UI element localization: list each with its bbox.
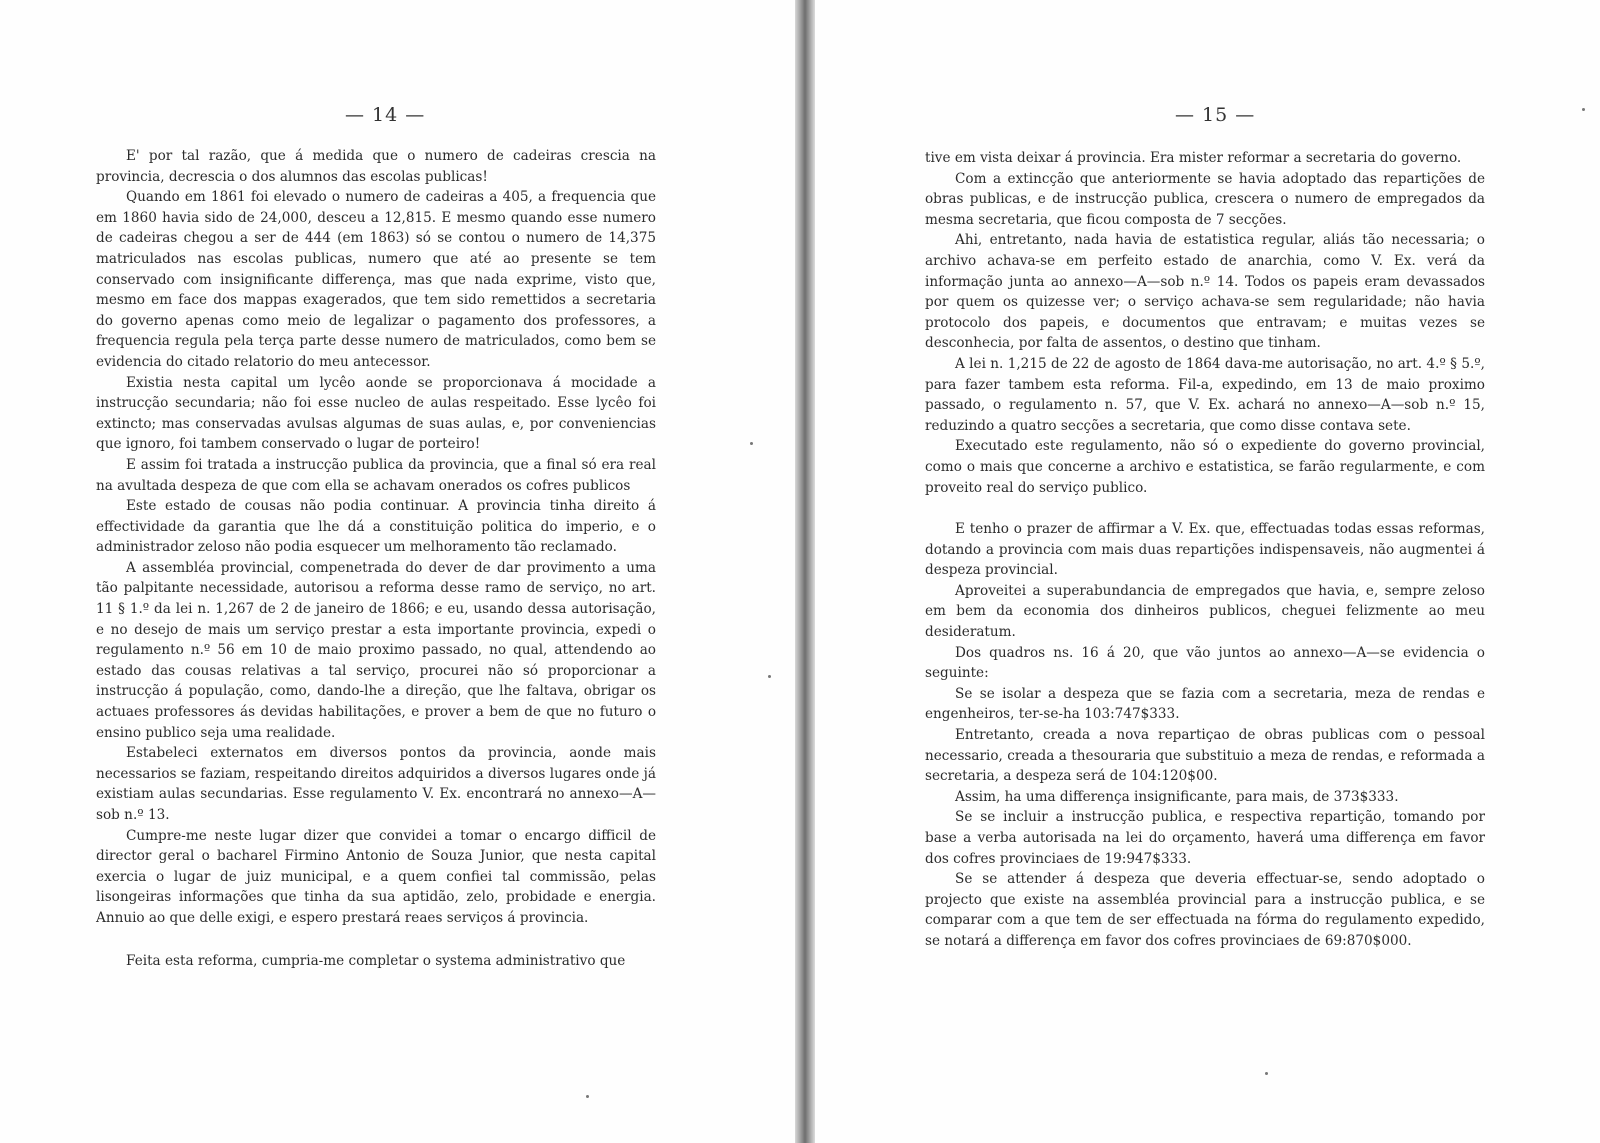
book-gutter xyxy=(795,0,815,1143)
paragraph: Se se isolar a despeza que se fazia com a secretaria, meza de rendas e engenheiros, ter-se-ha 103:747$333. xyxy=(925,685,1485,723)
paragraph: Se se incluir a instrucção publica, e respectiva repartição, tomando por base a verba autorisada na lei do orçamento, haverá uma differença em favor dos cofres provinciaes de 19:947$333. xyxy=(925,809,1485,867)
paragraph: A lei n. 1,215 de 22 de agosto de 1864 dava-me autorisação, no art. 4.º § 5.º, para fazer tambem esta reforma. Fil-a, expedindo, em 13 de maio proximo passado, o regulamento n. 57, que V. Ex. achará no annexo—A—sob n.º 15, reduzindo a quatro secções a secretaria, que como disse contava sete. xyxy=(925,355,1485,434)
paragraph: Feita esta reforma, cumpria-me completar o systema administrativo que xyxy=(126,952,626,969)
right-page xyxy=(815,0,1600,1143)
paragraph: E tenho o prazer de affirmar a V. Ex. que, effectuadas todas essas reformas, dotando a provincia com mais duas repartições indispensaveis, não augmentei á despeza provincial. xyxy=(925,521,1485,579)
paragraph: Este estado de cousas não podia continuar. A provincia tinha direito á effectividade da garantia que lhe dá a constituição politica do imperio, e o administrador zeloso não podia esquecer um melhoramento tão reclamado. xyxy=(96,498,656,556)
paragraph: Quando em 1861 foi elevado o numero de cadeiras a 405, a frequencia que em 1860 havia sido de 24,000, desceu a 12,815. E mesmo quando esse numero de cadeiras chegou a ser de 444 (em 1863) só se contou o numero de 14,375 matriculados nas escolas publicas, numero que até ao presente se tem conservado com insignificante differença, mas que nada exprime, visto que, mesmo em face dos mappas exagerados, que tem sido remettidos a secretaria do governo apenas como meio de legalizar o pagamento dos professores, a frequencia regula pela terça parte desse numero de matriculados, como bem se evidencia do citado relatorio do meu antecessor. xyxy=(96,189,656,370)
paragraph: E' por tal razão, que á medida que o numero de cadeiras crescia na provincia, decrescia o dos alumnos das escolas publicas! xyxy=(96,148,656,185)
page-body xyxy=(96,146,656,971)
paragraph: E assim foi tratada a instrucção publica da provincia, que a final só era real na avultada despeza de que com ella se achavam onerados os cofres publicos xyxy=(96,456,656,494)
scan-speck xyxy=(750,442,753,445)
paragraph: tive em vista deixar á provincia. Era mister reformar a secretaria do governo. xyxy=(925,150,1462,166)
paragraph: Ahi, entretanto, nada havia de estatistica regular, aliás tão necessaria; o archivo achava-se em perfeito estado de anarchia, como V. Ex. verá da informação junta ao annexo—A—sob n.º 14. Todos os papeis eram devassados por quem os quizesse ver; o serviço achava-se sem regularidade; não havia protocolo dos papeis, e documentos que entravam; e muitas vezes se desconhecia, por falta de assentos, o destino que tinham. xyxy=(925,232,1485,352)
left-page xyxy=(0,0,795,1143)
page-body xyxy=(925,148,1485,952)
paragraph: Se se attender á despeza que deveria effectuar-se, sendo adoptado o projecto que existe na assembléa provincial para a instrucção publica, e se comparar com a que tem de ser effectuada na fórma do regulamento expedido, se notará a differença em favor dos cofres provinciaes de 69:870$000. xyxy=(925,871,1485,949)
paragraph: Aproveitei a superabundancia de empregados que havia, e, sempre zeloso em bem da economia dos dinheiros publicos, cheguei felizmente ao meu desideratum. xyxy=(925,582,1485,641)
scan-speck xyxy=(586,1095,589,1098)
scan-speck xyxy=(1582,108,1585,111)
paragraph: Com a extincção que anteriormente se havia adoptado das repartições de obras publicas, e de instrucção publica, crescera o numero de empregados da mesma secretaria, que ficou composta de 7 secções. xyxy=(925,170,1485,228)
page-number: — 14 — xyxy=(345,104,426,126)
paragraph: Assim, ha uma differença insignificante, para mais, de 373$333. xyxy=(955,788,1399,805)
paragraph: Existia nesta capital um lycêo aonde se proporcionava á mocidade a instrucção secundaria; não foi esse nucleo de aulas respeitado. Esse lycêo foi extincto; mas conservadas avulsas algumas de suas aulas, e, por conveniencias que ignoro, foi tambem conservado o lugar de porteiro! xyxy=(96,374,656,453)
paragraph: Entretanto, creada a nova repartiçao de obras publicas com o pessoal necessario, creada a thesouraria que substituio a meza de rendas, e reformada a secretaria, a despeza será de 104:120$00. xyxy=(925,727,1485,785)
paragraph: Executado este regulamento, não só o expediente do governo provincial, como o mais que concerne a archivo e estatistica, se farão regularmente, e com proveito real do serviço publico. xyxy=(925,438,1485,496)
paragraph: Dos quadros ns. 16 á 20, que vão juntos ao annexo—A—se evidencia o seguinte: xyxy=(925,644,1485,682)
paragraph: Estabeleci externatos em diversos pontos da provincia, aonde mais necessarios se faziam, respeitando direitos adquiridos a diversos lugares onde já existiam aulas secundarias. Esse regulamento V. Ex. encontrará no annexo—A—sob n.º 13. xyxy=(96,745,656,823)
scan-speck xyxy=(768,675,771,678)
paragraph: A assembléa provincial, compenetrada do dever de dar provimento a uma tão palpitante necessidade, autorisou a reforma desse ramo de serviço, no art. 11 § 1.º da lei n. 1,267 de 2 de janeiro de 1866; e eu, usando dessa autorisação, e no desejo de mais um serviço prestar a esta importante provincia, expedi o regulamento n.º 56 em 10 de maio proximo passado, no qual, attendendo ao estado das cousas relativas a tal serviço, procurei não só proporcionar a instrucção á população, como, dando-lhe a direção, que lhe faltava, obrigar os actuaes professores ás devidas habilitações, e prover a bem de que no futuro o ensino publico seja uma realidade. xyxy=(96,559,656,741)
paragraph: Cumpre-me neste lugar dizer que convidei a tomar o encargo difficil de director geral o bacharel Firmino Antonio de Souza Junior, que nesta capital exercia o lugar de juiz municipal, e a quem confiei tal commissão, pelas lisongeiras informações que tinha da sua aptidão, zelo, probidade e energia. Annuio ao que delle exigi, e espero prestará reaes serviços á provincia. xyxy=(96,827,656,926)
scan-speck xyxy=(1265,1072,1268,1075)
page-number: — 15 — xyxy=(1175,104,1256,126)
